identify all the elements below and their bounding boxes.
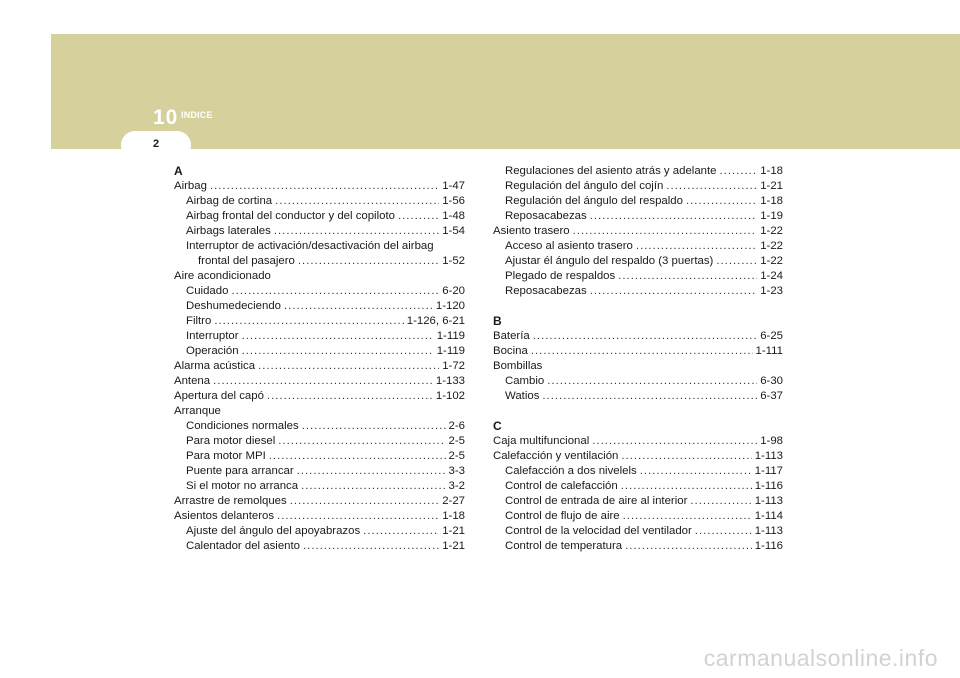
section-gap <box>493 299 783 314</box>
index-entry: Regulaciones del asiento atrás y adelante ..... 1-18 <box>493 164 783 179</box>
index-entry: Bocina ..... 1-111 <box>493 344 783 359</box>
index-entry: Calefacción y ventilación ..... 1-113 <box>493 449 783 464</box>
section-gap <box>493 404 783 419</box>
index-entry: Filtro ..... 1-126, 6-21 <box>174 314 465 329</box>
index-entry: Antena ..... 1-133 <box>174 374 465 389</box>
index-entry: Calentador del asiento ..... 1-21 <box>174 539 465 554</box>
index-entry: Cuidado ..... 6-20 <box>174 284 465 299</box>
chapter-header-band <box>51 34 960 149</box>
index-entry: Watios ..... 6-37 <box>493 389 783 404</box>
index-entry: Cambio ..... 6-30 <box>493 374 783 389</box>
index-entry: Para motor MPI ..... 2-5 <box>174 449 465 464</box>
index-entry: Reposacabezas ..... 1-19 <box>493 209 783 224</box>
index-group-heading: Arranque <box>174 405 221 417</box>
index-entry: Interruptor ..... 1-119 <box>174 329 465 344</box>
index-entry: Calefacción a dos nivelels ..... 1-117 <box>493 464 783 479</box>
index-entry: Puente para arrancar ..... 3-3 <box>174 464 465 479</box>
chapter-number: 10 <box>153 106 179 129</box>
index-entry: Regulación del ángulo del cojín ..... 1-21 <box>493 179 783 194</box>
index-letter-heading: A <box>174 164 183 178</box>
index-entry: Airbag frontal del conductor y del copiloto ..... 1-48 <box>174 209 465 224</box>
index-group-heading: Bombillas <box>493 360 543 372</box>
index-entry: Airbags laterales ..... 1-54 <box>174 224 465 239</box>
index-entry: Si el motor no arranca ..... 3-2 <box>174 479 465 494</box>
index-entry-text: Interruptor de activación/desactivación del airbag <box>186 240 434 252</box>
index-entry: Regulación del ángulo del respaldo ..... 1-18 <box>493 194 783 209</box>
index-entry: Ajuste del ángulo del apoyabrazos ..... 1-21 <box>174 524 465 539</box>
index-entry: Caja multifuncional ..... 1-98 <box>493 434 783 449</box>
watermark: carmanualsonline.info <box>703 645 938 671</box>
index-entry: Reposacabezas ..... 1-23 <box>493 284 783 299</box>
index-entry: Asiento trasero ..... 1-22 <box>493 224 783 239</box>
index-entry: Deshumedeciendo ..... 1-120 <box>174 299 465 314</box>
index-entry: Alarma acústica ..... 1-72 <box>174 359 465 374</box>
index-entry: Apertura del capó ..... 1-102 <box>174 389 465 404</box>
index-column-left <box>174 164 465 554</box>
index-entry: Airbag de cortina ..... 1-56 <box>174 194 465 209</box>
index-entry: Control de calefacción ..... 1-116 <box>493 479 783 494</box>
index-entry: Control de la velocidad del ventilador ..... 1-113 <box>493 524 783 539</box>
index-entry: Batería ..... 6-25 <box>493 329 783 344</box>
index-entry: Condiciones normales ..... 2-6 <box>174 419 465 434</box>
index-entry: Asientos delanteros ..... 1-18 <box>174 509 465 524</box>
index-column-right <box>493 164 783 554</box>
index-entry: frontal del pasajero ..... 1-52 <box>174 254 465 269</box>
index-entry: Ajustar él ángulo del respaldo (3 puertas) ..... 1-22 <box>493 254 783 269</box>
index-entry: Para motor diesel ..... 2-5 <box>174 434 465 449</box>
index-entry: Control de entrada de aire al interior ..... 1-113 <box>493 494 783 509</box>
index-entry: Operación ..... 1-119 <box>174 344 465 359</box>
index-entry: Plegado de respaldos ..... 1-24 <box>493 269 783 284</box>
page-number: 2 <box>153 138 160 150</box>
index-entry: Control de flujo de aire ..... 1-114 <box>493 509 783 524</box>
index-entry: Arrastre de remolques ..... 2-27 <box>174 494 465 509</box>
index-entry: Acceso al asiento trasero ..... 1-22 <box>493 239 783 254</box>
index-letter-heading: C <box>493 419 502 433</box>
index-entry: Airbag ..... 1-47 <box>174 179 465 194</box>
index-group-heading: Aire acondicionado <box>174 270 271 282</box>
index-entry: Control de temperatura ..... 1-116 <box>493 539 783 554</box>
index-letter-heading: B <box>493 314 502 328</box>
chapter-title: INDICE <box>181 110 213 120</box>
